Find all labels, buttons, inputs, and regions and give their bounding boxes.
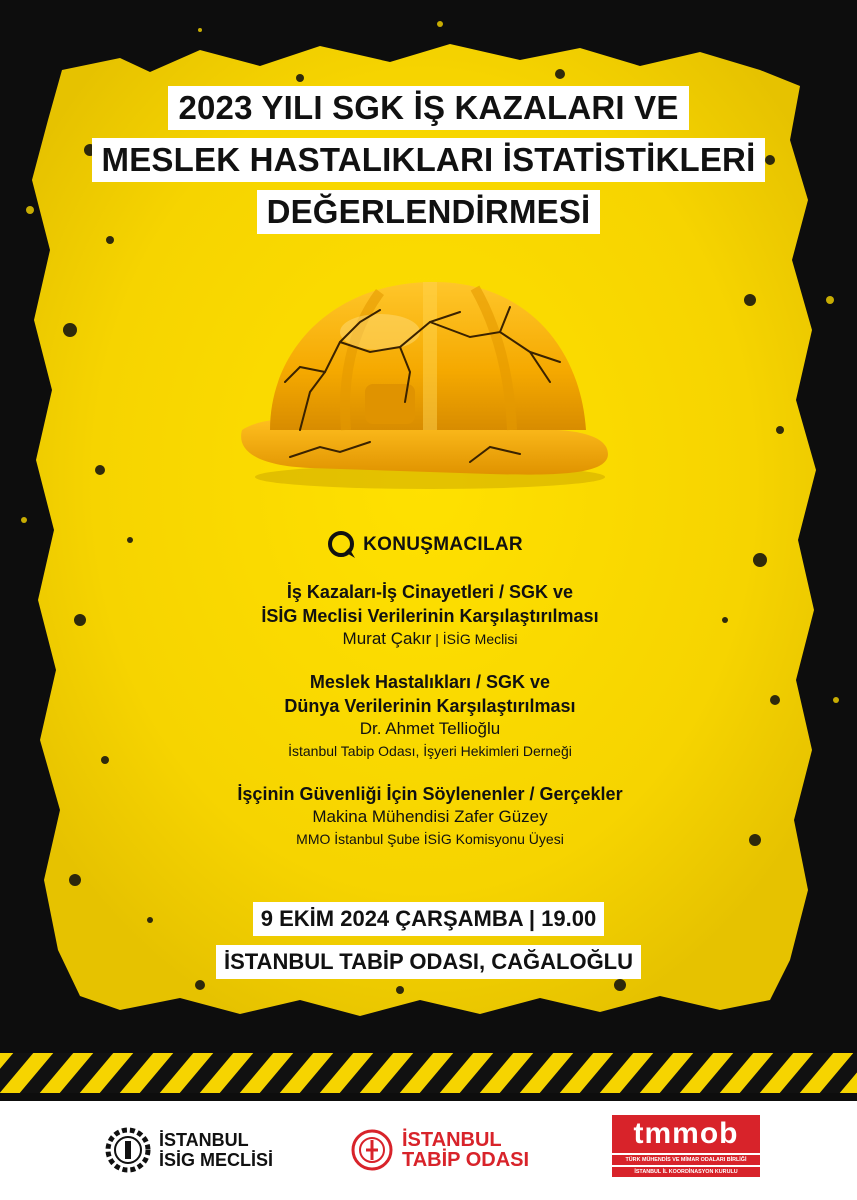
speakers-heading bbox=[140, 528, 710, 562]
title-line-3: DEĞERLENDİRMESİ bbox=[257, 190, 601, 234]
talk-title-line: İş Kazaları-İş Cinayetleri / SGK ve bbox=[286, 582, 574, 602]
gear-emblem-icon bbox=[105, 1127, 151, 1173]
speaker-affiliation: İSİG Meclisi bbox=[442, 631, 518, 647]
tmmob-subtitle-1: TÜRK MÜHENDİS VE MİMAR ODALARI BİRLİĞİ bbox=[612, 1155, 760, 1165]
speaker-name: Dr. Ahmet Tellioğlu bbox=[359, 719, 501, 738]
separator: | bbox=[431, 631, 443, 647]
event-date-time: 9 EKİM 2024 ÇARŞAMBA | 19.00 bbox=[253, 902, 604, 936]
cracked-helmet-illustration bbox=[230, 262, 620, 492]
speaker-name: Makina Mühendisi Zafer Güzey bbox=[312, 807, 548, 826]
tmmob-wordmark: tmmob bbox=[612, 1115, 760, 1153]
talk-speaker bbox=[150, 628, 710, 650]
ito-logo-line-2: TABİP ODASI bbox=[402, 1149, 530, 1171]
tmmob-logo bbox=[612, 1115, 760, 1185]
event-title bbox=[0, 86, 857, 242]
ito-logo-line-1: İSTANBUL bbox=[402, 1129, 502, 1151]
talk-title-line: Meslek Hastalıkları / SGK ve bbox=[309, 672, 551, 692]
hazard-stripe-band bbox=[0, 1045, 857, 1101]
speech-bubble-icon bbox=[327, 530, 357, 560]
speakers-section bbox=[150, 528, 710, 870]
isig-logo-line-1: İSTANBUL bbox=[159, 1130, 249, 1150]
talk-title-line: İşçinin Güvenliği İçin Söylenenler / Gerçekler bbox=[237, 784, 623, 804]
title-line-2: MESLEK HASTALIKLARI İSTATİSTİKLERİ bbox=[92, 138, 766, 182]
istanbul-tabip-odasi-logo bbox=[350, 1115, 529, 1185]
tmmob-subtitle-2: İSTANBUL İL KOORDİNASYON KURULU bbox=[612, 1167, 760, 1177]
speaker-affiliation: İstanbul Tabip Odası, İşyeri Hekimleri Derneği bbox=[288, 743, 572, 759]
isig-logo-line-2: İSİG MECLİSİ bbox=[159, 1150, 274, 1170]
event-venue: İSTANBUL TABİP ODASI, CAĞALOĞLU bbox=[216, 945, 641, 979]
talk-item bbox=[150, 782, 710, 850]
title-line-1: 2023 YILI SGK İŞ KAZALARI VE bbox=[168, 86, 688, 130]
isig-meclisi-logo bbox=[105, 1115, 273, 1185]
tabip-odasi-emblem-icon bbox=[350, 1128, 394, 1172]
talk-item bbox=[150, 670, 710, 762]
talk-title-line: İSİG Meclisi Verilerinin Karşılaştırılması bbox=[261, 606, 599, 626]
speakers-heading-label: KONUŞMACILAR bbox=[363, 534, 523, 555]
event-details bbox=[0, 902, 857, 988]
talk-title-line: Dünya Verilerinin Karşılaştırılması bbox=[284, 696, 576, 716]
speaker-affiliation: MMO İstanbul Şube İSİG Komisyonu Üyesi bbox=[296, 831, 564, 847]
talk-item bbox=[150, 580, 710, 650]
speaker-name: Murat Çakır bbox=[342, 629, 432, 648]
sponsor-footer bbox=[0, 1101, 857, 1200]
